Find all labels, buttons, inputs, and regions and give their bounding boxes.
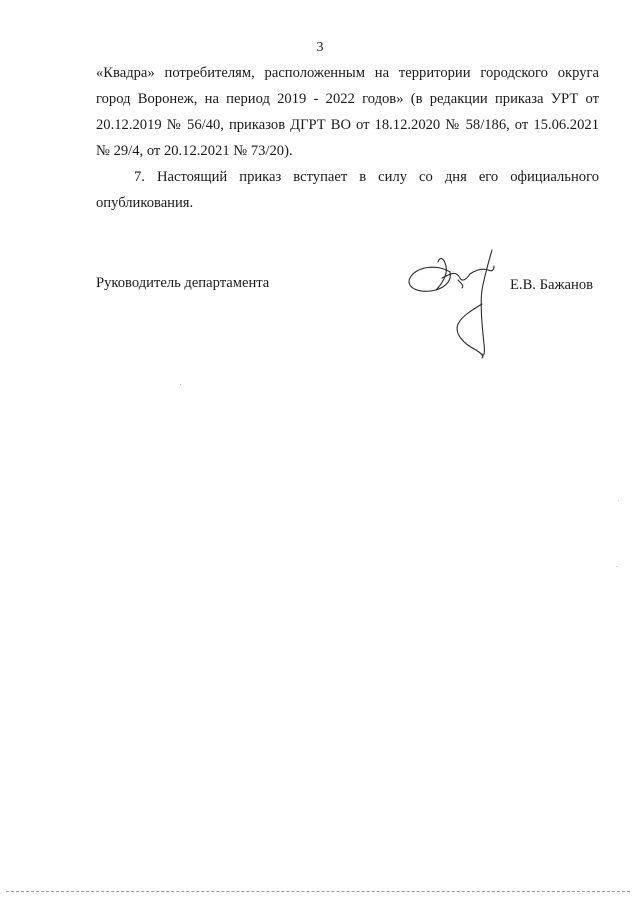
- paragraph-item-7: [96, 164, 599, 216]
- text-line: опубликования.: [96, 195, 194, 211]
- text-line: «Квадра» потребителям, расположенным на территории городского округа: [96, 65, 599, 81]
- scan-speck: [618, 500, 619, 501]
- scan-speck: [616, 566, 617, 567]
- page-number: 3: [316, 40, 324, 55]
- text-line: город Воронеж, на период 2019 - 2022 годов» (в редакции приказа УРТ от: [96, 91, 599, 107]
- page-bottom-rule: [6, 891, 630, 892]
- signatory-title: Руководитель департамента: [96, 275, 270, 291]
- paragraph-continuation: [96, 60, 599, 164]
- text-line: 20.12.2019 № 56/40, приказов ДГРТ ВО от 18.12.2020 № 58/186, от 15.06.2021: [96, 117, 599, 133]
- signatory-name: Е.В. Бажанов: [510, 277, 594, 293]
- scan-speck: [180, 384, 181, 385]
- text-line: № 29/4, от 20.12.2021 № 73/20).: [96, 143, 293, 159]
- text-line: 7. Настоящий приказ вступает в силу со дня его официального: [134, 169, 599, 185]
- handwritten-signature: [402, 244, 512, 362]
